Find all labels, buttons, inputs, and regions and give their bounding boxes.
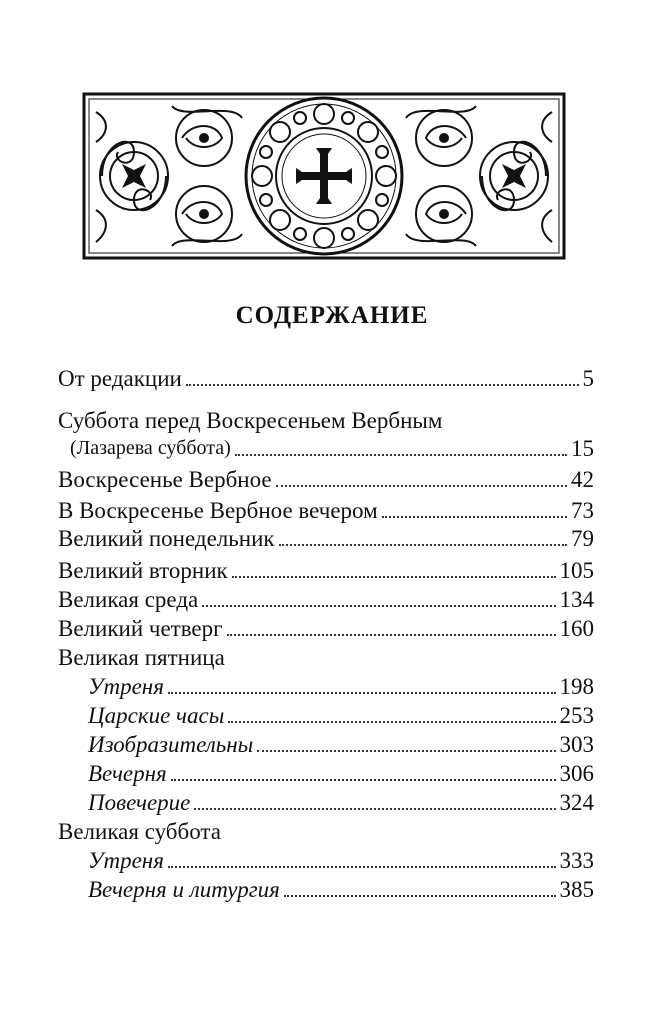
toc-entry-page: 160: [559, 616, 594, 641]
toc-entry-title: Утреня: [88, 674, 164, 699]
toc-entry-title: Изобразительны: [88, 732, 254, 757]
dot-leader: [194, 808, 555, 810]
toc-entry-page: 42: [571, 467, 594, 492]
toc-entry-page: 306: [559, 761, 594, 786]
toc-entry[interactable]: [58, 614, 594, 643]
toc-entry-page: 333: [559, 848, 594, 873]
toc-entry-title: Великая пятница: [58, 645, 225, 670]
toc-entry-page: 15: [571, 436, 594, 461]
toc-subentry[interactable]: [88, 788, 594, 817]
toc-entry[interactable]: [58, 496, 594, 525]
toc-entry-title: Царские часы: [88, 703, 225, 728]
dot-leader: [168, 866, 556, 868]
toc-entry-title: Суббота перед Воскресеньем Вербным: [58, 408, 443, 433]
ornamental-header-band: [82, 92, 566, 260]
dot-leader: [382, 516, 567, 518]
dot-leader: [186, 384, 579, 386]
toc-entry-title: Вечерня: [88, 761, 167, 786]
toc-subentry[interactable]: [88, 701, 594, 730]
toc-entry-page: 253: [559, 703, 594, 728]
toc-entry[interactable]: [58, 406, 594, 435]
toc-subentry[interactable]: [88, 846, 594, 875]
toc-entry-title: Великая суббота: [58, 819, 221, 844]
toc-entry[interactable]: [58, 524, 594, 553]
toc-section-heading[interactable]: [58, 817, 594, 846]
toc-subentry[interactable]: [88, 875, 594, 904]
toc-entry-title: (Лазарева суббота): [70, 437, 231, 459]
toc-entry[interactable]: [58, 585, 594, 614]
toc-entry-title: Великий четверг: [58, 616, 223, 641]
toc-entry-page: 303: [559, 732, 594, 757]
dot-leader: [257, 750, 555, 752]
toc-entry-title: От редакции: [58, 366, 182, 391]
toc-entry[interactable]: [58, 465, 594, 494]
toc-entry-page: 324: [559, 790, 594, 815]
toc-subentry[interactable]: [88, 759, 594, 788]
toc-entry-page: 134: [559, 587, 594, 612]
toc-entry-title: Великий вторник: [58, 558, 228, 583]
toc-subentry[interactable]: [88, 730, 594, 759]
toc-entry-page: 385: [559, 877, 594, 902]
toc-subentry[interactable]: [88, 672, 594, 701]
toc-entry[interactable]: [70, 434, 594, 463]
dot-leader: [235, 454, 567, 456]
toc-entry-title: В Воскресенье Вербное вечером: [58, 498, 378, 523]
toc-entry-page: 73: [571, 498, 594, 523]
toc-entry-title: Великий понедельник: [58, 526, 275, 551]
dot-leader: [227, 634, 556, 636]
page-title: СОДЕРЖАНИЕ: [235, 302, 429, 329]
dot-leader: [168, 692, 556, 694]
dot-leader: [279, 544, 567, 546]
toc-entry-title: Утреня: [88, 848, 164, 873]
toc-section-heading[interactable]: [58, 643, 594, 672]
toc-entry-title: Повечерие: [88, 790, 191, 815]
toc-entry-page: 5: [582, 366, 594, 391]
dot-leader: [232, 576, 556, 578]
toc-entry-title: Вечерня и литургия: [88, 877, 280, 902]
dot-leader: [284, 895, 556, 897]
toc-entry[interactable]: [58, 556, 594, 585]
toc-entry-page: 198: [559, 674, 594, 699]
toc-entry[interactable]: [58, 364, 594, 393]
dot-leader: [171, 779, 556, 781]
dot-leader: [202, 605, 555, 607]
toc-entry-page: 79: [571, 526, 594, 551]
dot-leader: [276, 485, 567, 487]
toc-entry-title: Воскресенье Вербное: [58, 467, 272, 492]
toc-entry-title: Великая среда: [58, 587, 199, 612]
dot-leader: [228, 721, 555, 723]
toc-entry-page: 105: [559, 558, 594, 583]
